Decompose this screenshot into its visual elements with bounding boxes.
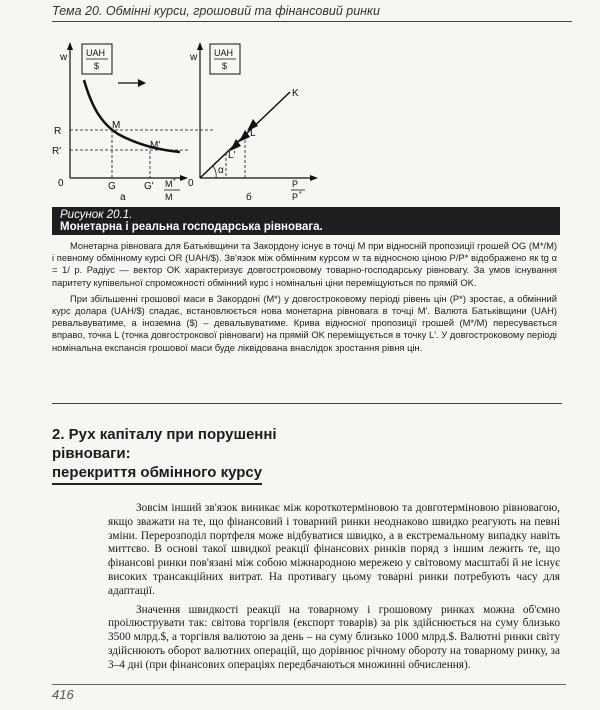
label-M-prime: M' bbox=[150, 140, 161, 151]
graph-a-x-den: M bbox=[165, 192, 173, 202]
label-L: L bbox=[250, 128, 256, 139]
graph-b-sub: б bbox=[246, 192, 252, 203]
graph-a-x-num: M bbox=[165, 179, 173, 189]
graph-a-origin: 0 bbox=[58, 178, 64, 189]
body-paragraph-2: Значення швидкості реакції на товарному і грошовому ринках можна об'ємно проілюструвати так: світова торгівля (експорт товарів) за рік здійснюється на суму близько 3500 млрд.$, а торгівля валютою за день – на суму близько 1000 млрд.$. Валютні ринки світу здійснюють оборот валютних операцій, що дорівнює річному обороту на товарному ринку, за 3–4 дні (при фінансових операціях передбачаються множинні обчислення). bbox=[108, 603, 560, 671]
graph-b-x-star: * bbox=[299, 191, 302, 198]
figure-graphs bbox=[40, 38, 330, 206]
explanation-paragraph-2: При збільшенні грошової маси в Закордоні (M*) у довгостроковому періоді рівень цін (P*) зростає, а обмінний курс долара (UAH/$) спадає, встановлюється нова монетарна рівновага в точці M'. Валюта Батьківщини (UAH) ревальвуватиме, а іноземна ($) – девальвуватиме. Крива відносної пропозиції грошей (M*/M) пересувається вправо, точка L (точка довгострокової рівноваги) на прямій OK переміщується в точку L'. У довгостроковому періоді номінальна експансія грошової маси буде ліквідована внаслідок зростання рівня цін. bbox=[52, 292, 557, 353]
graph-a-curve bbox=[84, 80, 180, 152]
explanation-paragraph-1: Монетарна рівновага для Батьківщини та Закордону існує в точці M при відносній пропозиції грошей OG (M*/M) і певному обмінному курсі OR (UAH/$). Зв'язок між обмінним курсом w та відносною ціною P/P* відображено як tg α = 1/ p. Радіус — вектор OK характеризує довгостроковому товарно-господарську рівновагу. За умов існування паритету купівельної спроможності обмінний курс і номінальні ціни переміщуються по прямій OK. bbox=[52, 240, 557, 288]
page-number: 416 bbox=[52, 687, 74, 702]
graph-b-x-den: P bbox=[292, 192, 299, 202]
label-L-prime: L' bbox=[228, 150, 236, 161]
graph-b-unit-top: UAH bbox=[214, 48, 234, 58]
graph-b-w: w bbox=[190, 52, 198, 63]
section-heading bbox=[52, 425, 352, 485]
label-R-prime: R' bbox=[52, 146, 62, 157]
alpha-arc bbox=[213, 166, 216, 178]
graph-b-x-num: P bbox=[292, 179, 299, 189]
page-footer bbox=[52, 684, 566, 702]
box-divider bbox=[52, 403, 562, 404]
graph-b-unit-bottom: $ bbox=[222, 61, 228, 71]
graph-a-w: w bbox=[60, 52, 68, 63]
running-header-text: Тема 20. Обмінні курси, грошовий та фінансовий ринки bbox=[52, 4, 380, 18]
label-M: M bbox=[112, 120, 121, 131]
graph-a-y-arrow bbox=[67, 42, 73, 50]
running-header bbox=[52, 4, 572, 22]
label-alpha: α bbox=[218, 165, 224, 176]
label-G: G bbox=[108, 181, 116, 192]
figure-title: Монетарна і реальна господарська рівновага. bbox=[60, 221, 323, 233]
body-paragraph-1: Зовсім інший зв'язок виникає між короткотерміновою та довготерміновою рівновагою, якщо зважати на те, що фінансовий і товарний ринки неоднаково швидко реагують на певні зміни. Перерозподіл портфеля може відбуватися швидко, а в екстремальному випадку навіть миттєво. В основі такої швидкої реакції фінансових ринків поряд з іншим лежить те, що фінансові ринки пов'язані між собою міжнародною мережею у світовому масштабі й не існує високих трансакційних витрат. На противагу цьому товарні ринки потребують часу для адаптації. bbox=[108, 502, 560, 597]
graph-a-x-star: * bbox=[173, 178, 176, 185]
section-heading-line-2: перекриття обмінного курсу bbox=[52, 463, 262, 485]
graph-a-unit-top: UAH bbox=[86, 48, 106, 58]
graph-a-sub: а bbox=[120, 192, 126, 203]
figure-explanation bbox=[52, 240, 557, 358]
figure-caption bbox=[52, 207, 560, 235]
graph-a-x-arrow bbox=[180, 175, 188, 181]
label-G-prime: G' bbox=[144, 181, 154, 192]
body-text bbox=[108, 502, 560, 678]
label-R: R bbox=[54, 126, 62, 137]
graph-a-unit-bottom: $ bbox=[94, 61, 100, 71]
graph-b bbox=[188, 42, 318, 203]
section-heading-line-1: 2. Рух капіталу при порушенні рівноваги: bbox=[52, 426, 277, 462]
graph-b-origin: 0 bbox=[188, 178, 194, 189]
figure-number: Рисунок 20.1. bbox=[60, 209, 133, 221]
label-K: K bbox=[292, 88, 299, 99]
